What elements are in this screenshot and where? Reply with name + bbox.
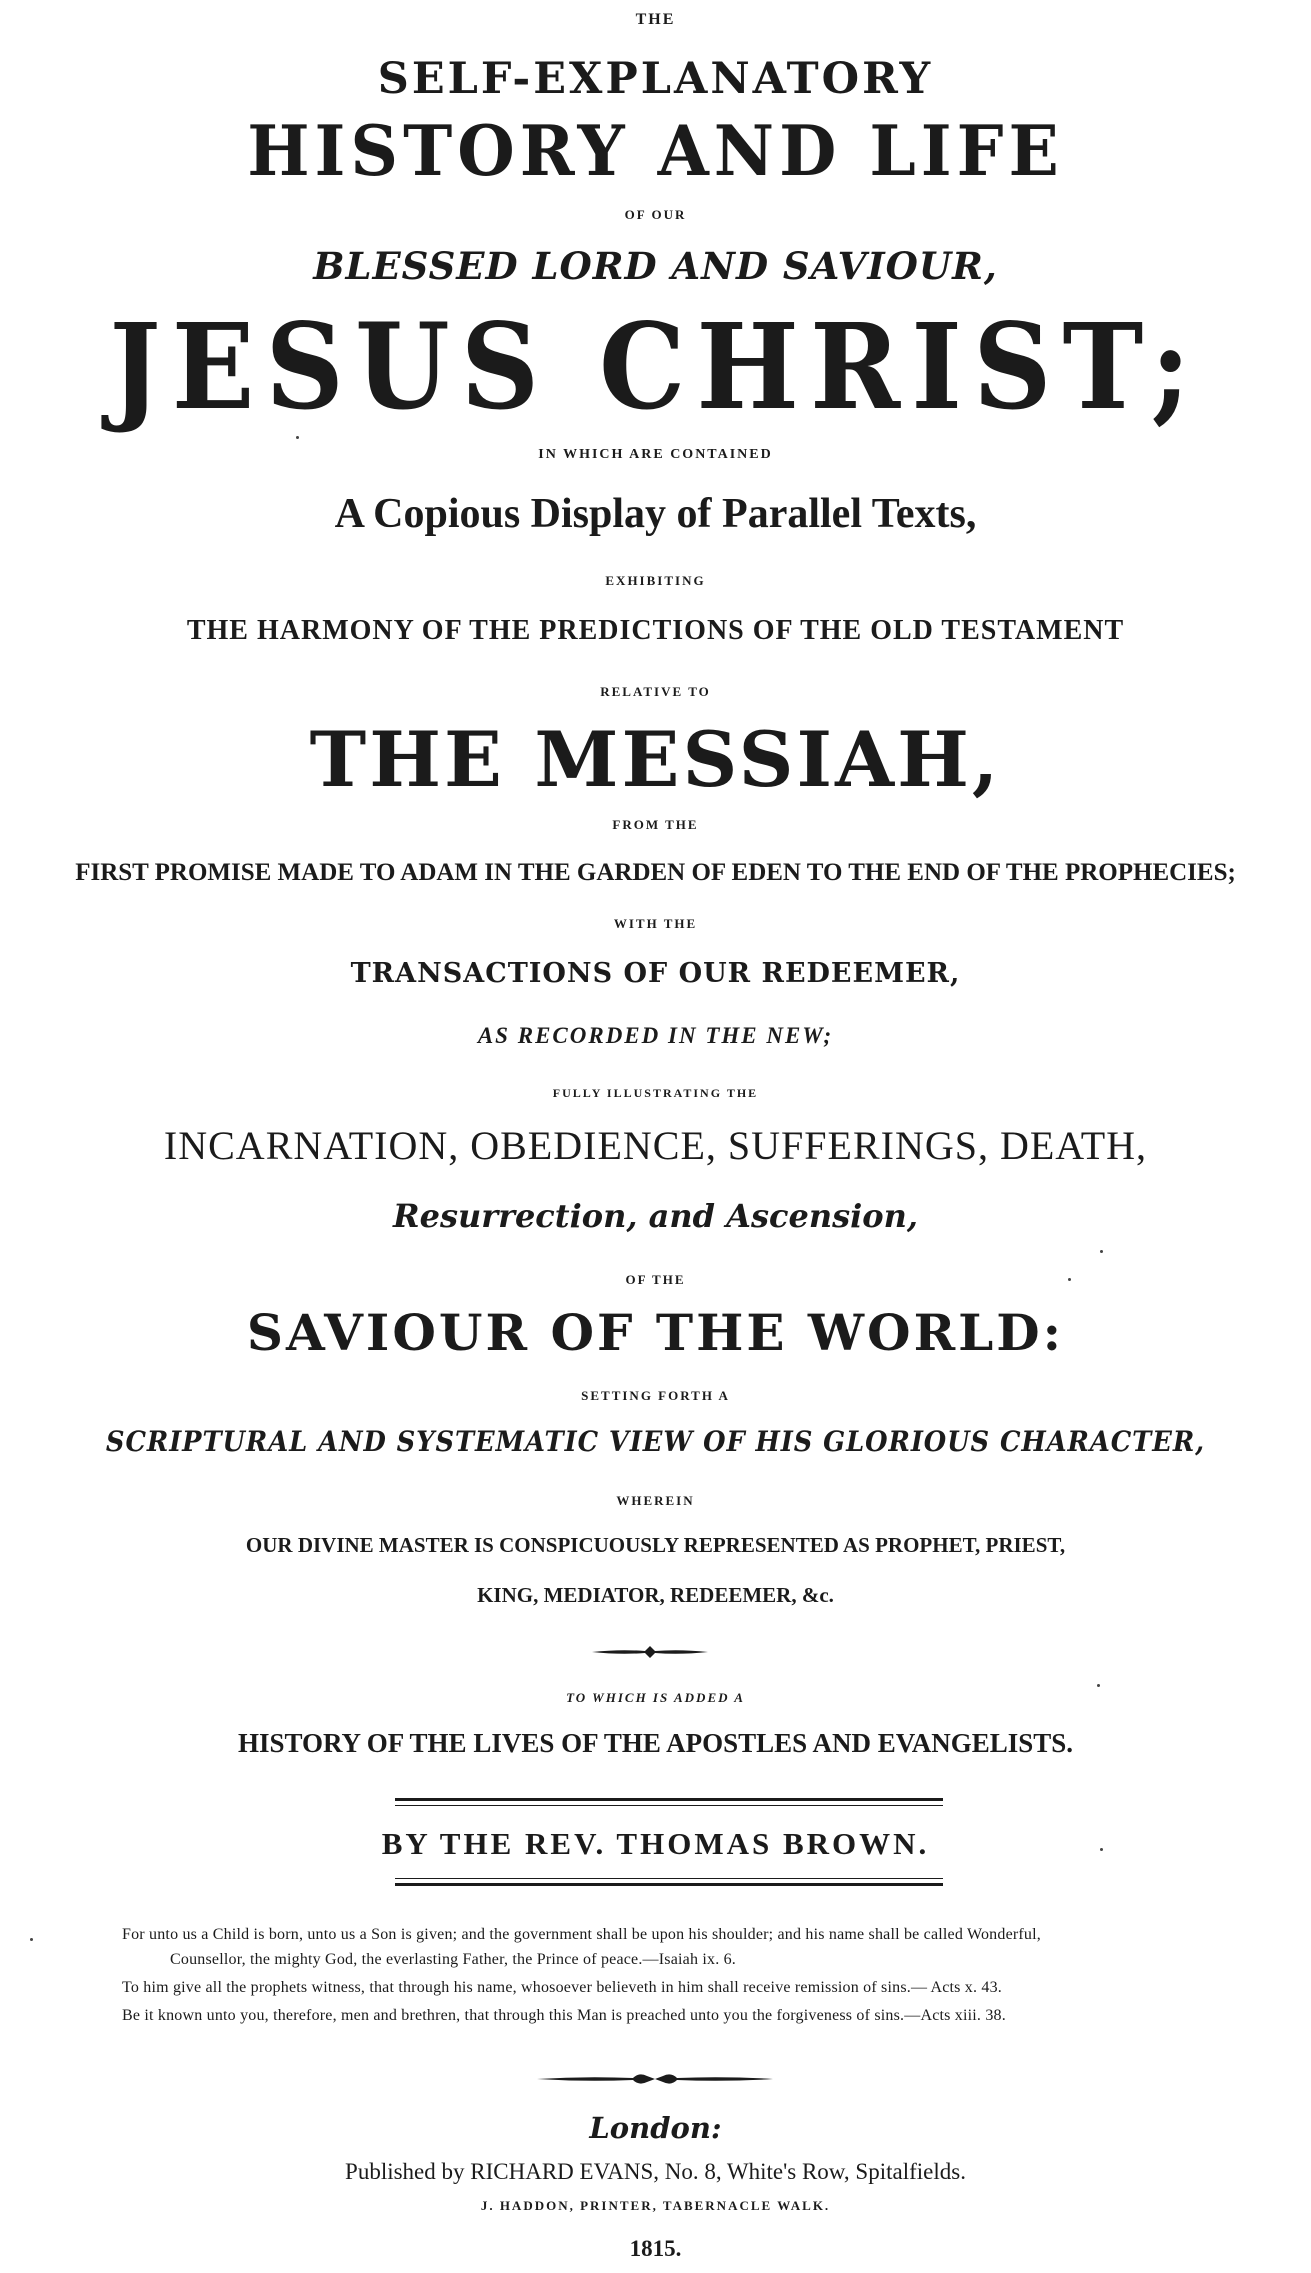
double-rule-top: [395, 1798, 943, 1801]
title-saviour-world: SAVIOUR OF THE WORLD:: [246, 1303, 1065, 1362]
scan-speck: [1068, 1278, 1071, 1281]
double-rule-bottom-thin: [395, 1878, 943, 1879]
imprint-place: London:: [589, 2111, 722, 2145]
title-fully-illustrating: FULLY ILLUSTRATING THE: [552, 1086, 759, 1100]
title-of-the: OF THE: [625, 1272, 686, 1287]
imprint-year: 1815.: [629, 2236, 682, 2261]
title-as-recorded: AS RECORDED IN THE NEW;: [477, 1023, 834, 1048]
title-first-promise: FIRST PROMISE MADE TO ADAM IN THE GARDEN OF EDEN TO THE END OF THE PROPHECIES;: [75, 859, 1236, 886]
epigraph-line: Counsellor, the mighty God, the everlasting Father, the Prince of peace.—Isaiah ix. 6.: [170, 1951, 736, 1968]
title-in-which: IN WHICH ARE CONTAINED: [538, 447, 773, 462]
title-setting-forth: SETTING FORTH A: [581, 1388, 730, 1403]
author-line: BY THE REV. THOMAS BROWN.: [381, 1826, 930, 1861]
scan-speck: [1100, 1848, 1103, 1851]
scan-speck: [296, 436, 299, 439]
scan-speck: [1097, 1684, 1100, 1687]
title-harmony: THE HARMONY OF THE PREDICTIONS OF THE OLD TESTAMENT: [186, 615, 1125, 646]
title-transactions: TRANSACTIONS OF OUR REDEEMER,: [350, 958, 961, 989]
title-incarnation: INCARNATION, OBEDIENCE, SUFFERINGS, DEATH,: [163, 1123, 1148, 1168]
title-the-messiah: THE MESSIAH,: [309, 715, 1002, 804]
double-rule-bottom: [395, 1883, 943, 1886]
imprint-printer: J. HADDON, PRINTER, TABERNACLE WALK.: [480, 2198, 831, 2213]
title-resurrection: Resurrection, and Ascension,: [392, 1197, 918, 1235]
epigraph-line: Be it known unto you, therefore, men and brethren, that through this Man is preached unto you the forgiveness of sins.—Acts xiii. 38.: [122, 2007, 1006, 2024]
title-the: THE: [635, 11, 676, 28]
epigraph-line: For unto us a Child is born, unto us a Son is given; and the government shall be upon his shoulder; and his name shall be called Wonderful,: [122, 1926, 1041, 1943]
title-wherein: WHEREIN: [616, 1493, 695, 1508]
scan-speck: [1100, 1250, 1103, 1253]
title-relative-to: RELATIVE TO: [600, 684, 711, 699]
title-of-our: OF OUR: [624, 207, 687, 222]
title-self-explanatory: SELF-EXPLANATORY: [377, 54, 934, 104]
epigraph-line: To him give all the prophets witness, that through his name, whosoever believeth in him shall receive remission of sins.— Acts x. 43.: [122, 1979, 1002, 1996]
title-copious-display: A Copious Display of Parallel Texts,: [334, 491, 977, 537]
scan-speck: [30, 1938, 33, 1941]
title-to-which-added: TO WHICH IS ADDED A: [566, 1690, 745, 1705]
title-history-and-life: HISTORY AND LIFE: [247, 110, 1064, 192]
ornament-flourish: [535, 2070, 775, 2088]
title-our-divine-master: OUR DIVINE MASTER IS CONSPICUOUSLY REPRESENTED AS PROPHET, PRIEST,: [245, 1533, 1066, 1557]
title-from-the: FROM THE: [612, 817, 699, 832]
imprint-publisher: Published by RICHARD EVANS, No. 8, White's Row, Spitalfields.: [345, 2159, 966, 2184]
title-scriptural-view: SCRIPTURAL AND SYSTEMATIC VIEW OF HIS GLORIOUS CHARACTER,: [105, 1425, 1206, 1458]
title-history-apostles: HISTORY OF THE LIVES OF THE APOSTLES AND EVANGELISTS.: [237, 1728, 1074, 1758]
title-with-the: WITH THE: [613, 916, 698, 931]
title-king-mediator: KING, MEDIATOR, REDEEMER, &c.: [477, 1583, 834, 1607]
title-exhibiting: EXHIBITING: [605, 573, 706, 588]
title-blessed-lord: BLESSED LORD AND SAVIOUR,: [313, 244, 998, 288]
ornament-divider: [590, 1644, 710, 1660]
double-rule-top-thin: [395, 1805, 943, 1806]
title-jesus-christ: JESUS CHRIST;: [109, 297, 1202, 436]
